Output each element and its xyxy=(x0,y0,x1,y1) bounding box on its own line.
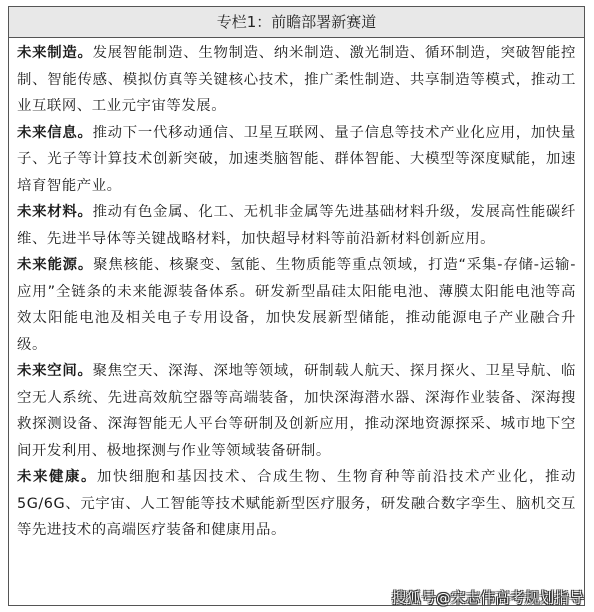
section-body: 聚焦空天、深海、深地等领域，研制载人航天、探月探火、卫星导航、临空无人系统、先进高效航空器等高端装备，加快深海潜水器、深海作业装备、深海搜救探测设备、深海智能无人平台等研制及创新应用，推动深地资源探采、城市地下空间开发利用、极地探测与作业等领域装备研制。 xyxy=(17,363,576,459)
column-title: 专栏1：前瞻部署新赛道 xyxy=(9,7,584,38)
section-title: 未来能源。 xyxy=(17,257,94,273)
column-content xyxy=(9,38,584,544)
section-title: 未来健康。 xyxy=(17,469,98,485)
section-body: 聚焦核能、核聚变、氢能、生物质能等重点领域，打造“采集-存储-运输-应用”全链条的未来能源装备体系。研发新型晶硅太阳能电池、薄膜太阳能电池等高效太阳能电池及相关电子专用设备，加快发展新型储能，推动能源电子产业融合升级。 xyxy=(17,257,576,353)
special-column-box xyxy=(8,6,585,606)
section-materials xyxy=(17,199,576,252)
section-title: 未来信息。 xyxy=(17,124,93,141)
section-body: 推动下一代移动通信、卫星互联网、量子信息等技术产业化应用，加快量子、光子等计算技术创新突破，加速类脑智能、群体智能、大模型等深度赋能，加速培育智能产业。 xyxy=(17,124,576,194)
section-title: 未来制造。 xyxy=(17,45,93,61)
section-energy xyxy=(17,252,576,358)
section-body: 推动有色金属、化工、无机非金属等先进基础材料升级，发展高性能碳纤维、先进半导体等关键战略材料，加快超导材料等前沿新材料创新应用。 xyxy=(17,204,576,247)
sohu-watermark: 搜狐号@宋志伟高考规划指导 xyxy=(391,591,584,607)
section-body: 发展智能制造、生物制造、纳米制造、激光制造、循环制造，突破智能控制、智能传感、模拟仿真等关键核心技术，推广柔性制造、共享制造等模式，推动工业互联网、工业元宇宙等发展。 xyxy=(17,45,576,114)
section-space xyxy=(17,358,576,464)
section-information xyxy=(17,120,576,200)
section-title: 未来材料。 xyxy=(17,204,93,220)
section-title: 未来空间。 xyxy=(17,363,93,379)
section-health xyxy=(17,464,576,544)
section-manufacturing xyxy=(17,40,576,120)
section-body: 加快细胞和基因技术、合成生物、生物育种等前沿技术产业化，推动5G/6G、元宇宙、人工智能等技术赋能新型医疗服务，研发融合数字孪生、脑机交互等先进技术的高端医疗装备和健康用品。 xyxy=(17,469,576,538)
